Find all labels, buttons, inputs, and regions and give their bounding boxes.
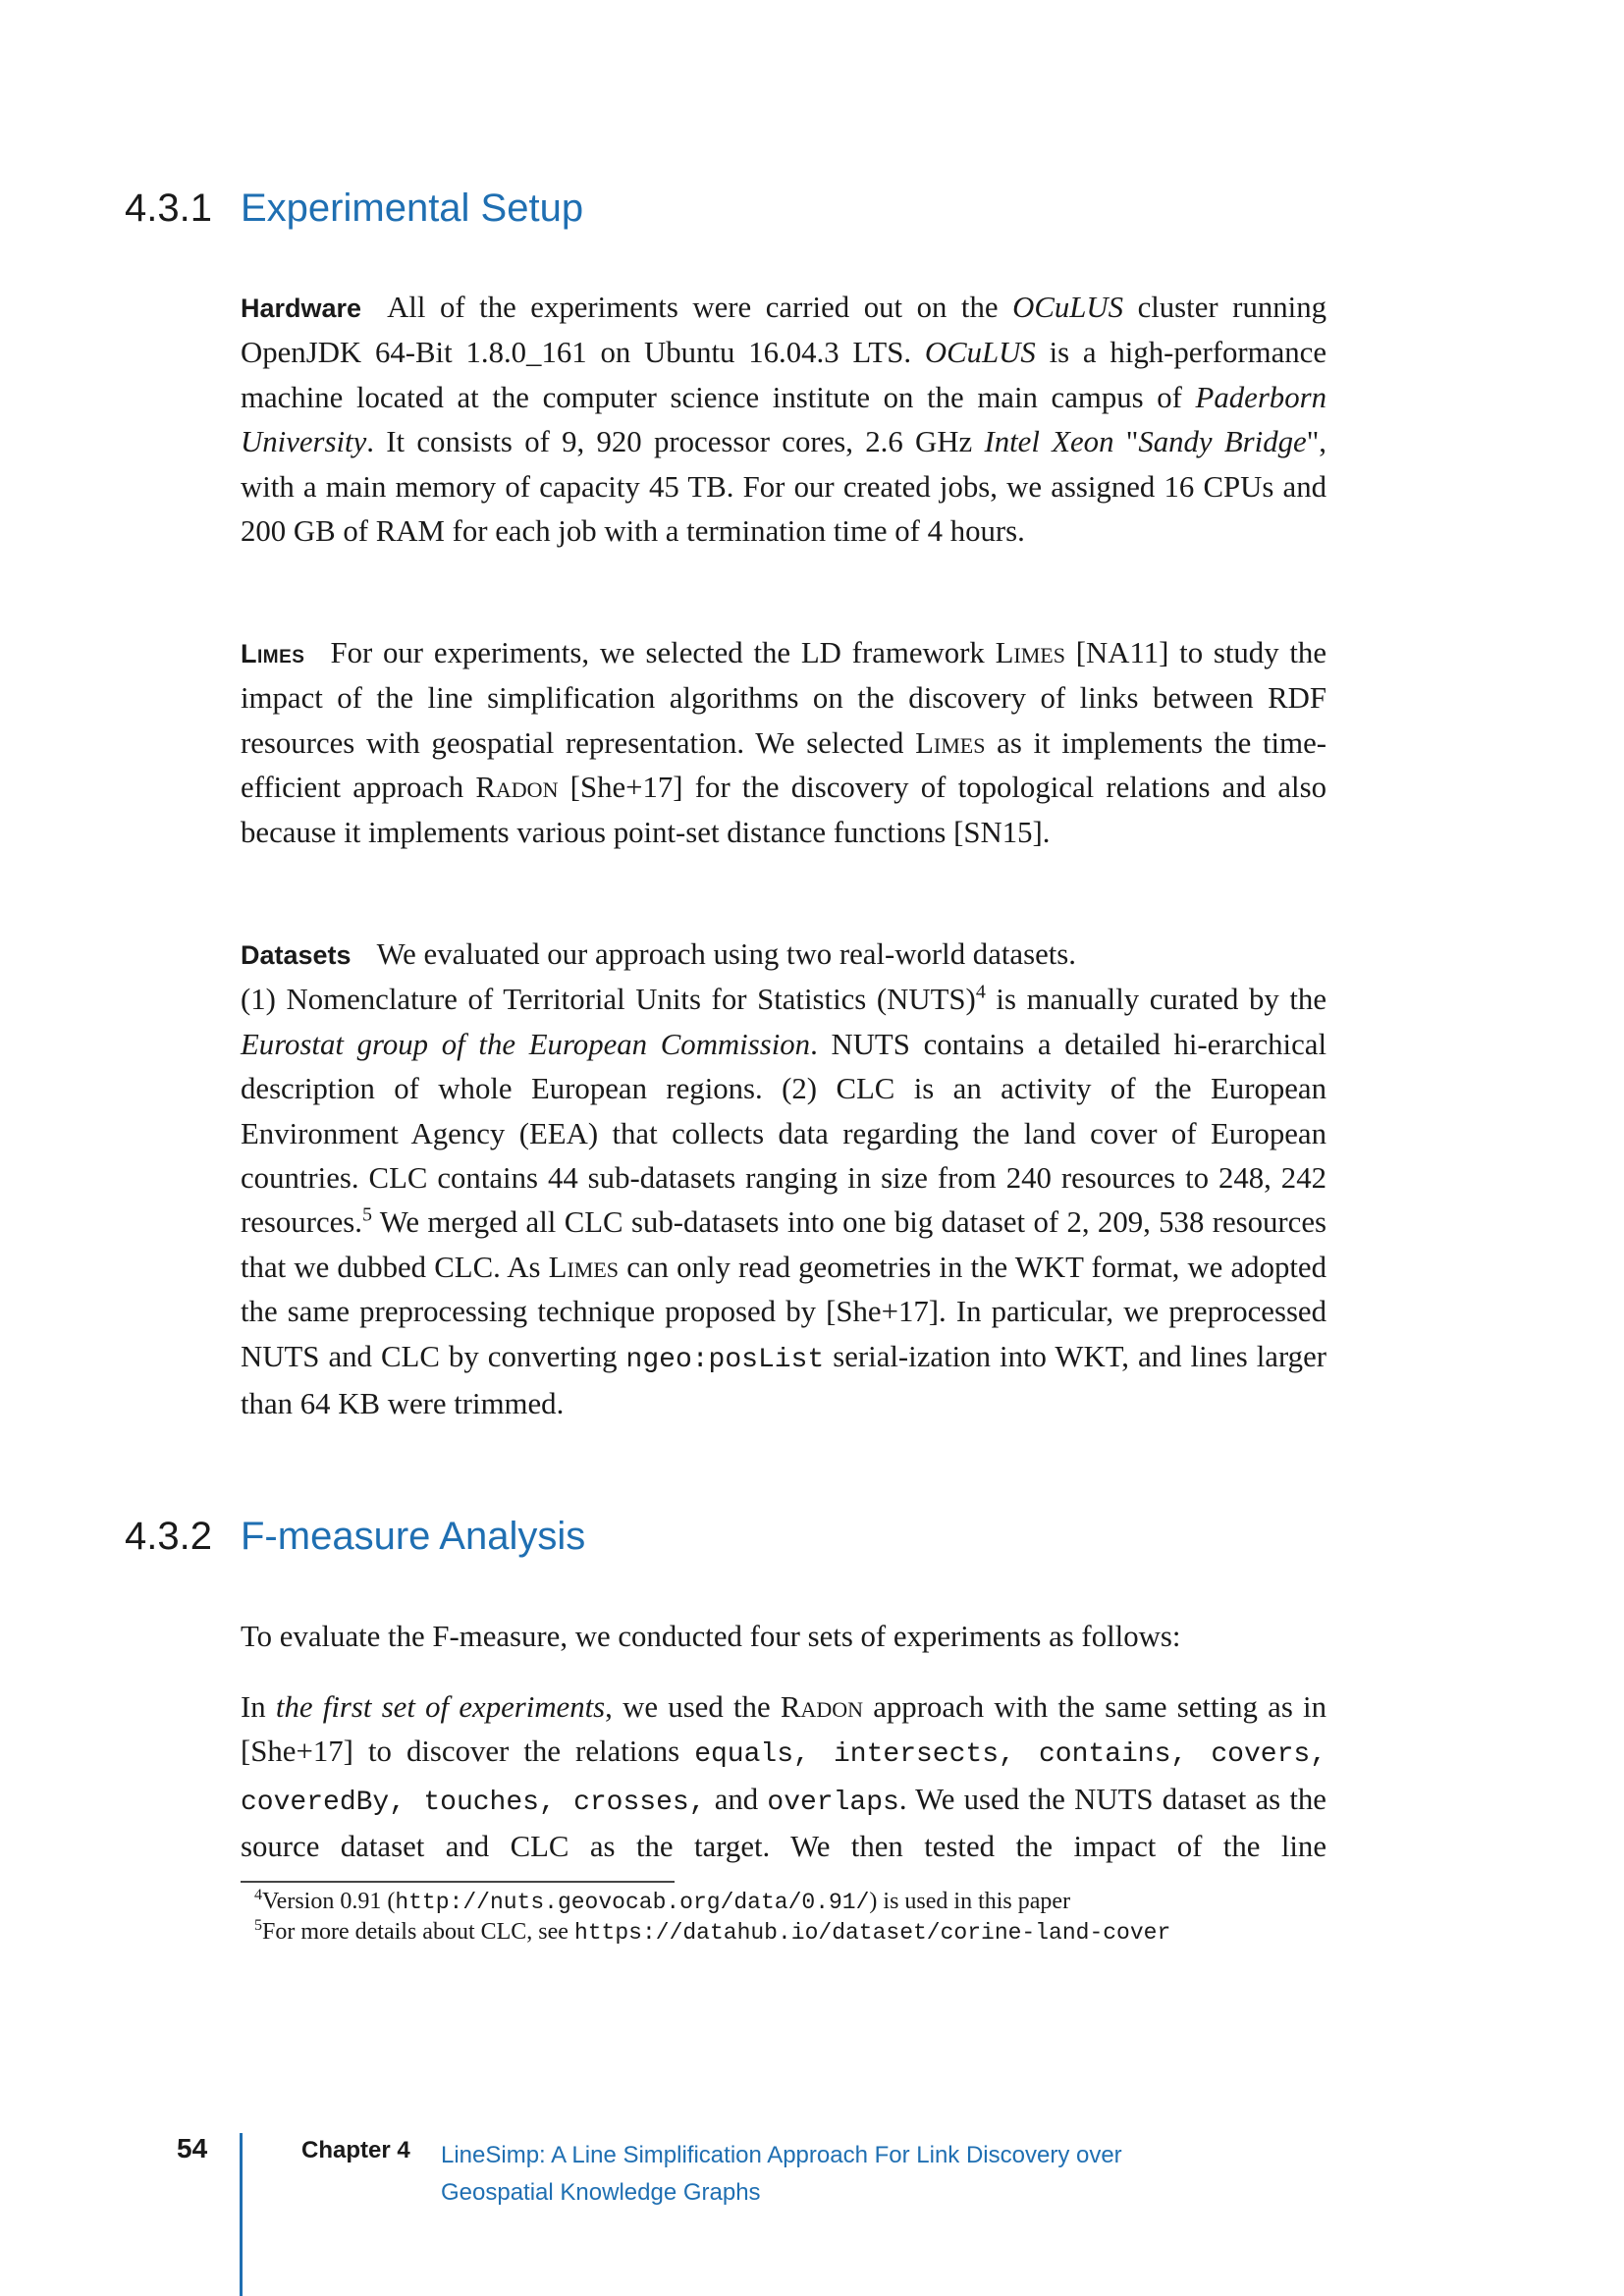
paragraph-first-set	[241, 1685, 1326, 1870]
text-run: . It consists of 9, 920 processor cores, 2.6 GHz	[366, 425, 985, 459]
footnote-divider	[241, 1881, 675, 1883]
text-run: is manually curated by the	[985, 983, 1326, 1017]
emphasis-oculus: OCuLUS	[1012, 291, 1124, 324]
footer-chapter-label: Chapter 4	[301, 2137, 410, 2163]
smallcaps-limes: Limes	[548, 1250, 620, 1284]
text-run: cluster running OpenJDK 64-Bit 1.8.0_161 on Ubuntu 16.04.3 LTS.	[241, 291, 1326, 370]
section-number: 4.3.1	[125, 187, 212, 230]
section-title: Experimental Setup	[241, 187, 584, 230]
text-run: , we used the	[605, 1690, 781, 1724]
paragraph-hardware	[241, 286, 1326, 554]
emphasis-paderborn: Paderborn University	[241, 380, 1326, 459]
footnote-marker: 5	[254, 1917, 262, 1934]
section-title: F-measure Analysis	[241, 1515, 586, 1558]
text-run: In	[241, 1690, 276, 1724]
paragraph-datasets	[241, 933, 1326, 1426]
text-run: as it implements the time-efficient approach	[241, 725, 1326, 805]
emphasis-oculus: OCuLUS	[924, 336, 1036, 370]
text-run: . NUTS contains a detailed hi-erarchical description of whole European regions. (2) CLC is an activity of the European Environment Agency (EEA) that collects data regarding the land cover of European countries. CLC contains 44 sub-datasets ranging in size from 240 resources to 248, 242 resources.	[241, 1027, 1327, 1240]
footnote-5	[254, 1917, 1170, 1948]
run-in-heading-datasets: Datasets	[241, 940, 352, 970]
footnote-marker: 5	[362, 1204, 372, 1227]
paragraph-fmeasure-intro: To evaluate the F-measure, we conducted four sets of experiments as follows:	[241, 1620, 1181, 1653]
smallcaps-radon: Radon	[780, 1690, 863, 1724]
text-run: ) is used in this paper	[869, 1889, 1071, 1914]
smallcaps-limes: Limes	[995, 636, 1065, 669]
footnote-url: http://nuts.geovocab.org/data/0.91/	[395, 1890, 870, 1915]
footnote-4	[254, 1887, 1070, 1917]
text-run: can only read geometries in the WKT format, we adopted the same preprocessing technique proposed by [She+17]. In particular, we preprocessed NUTS and CLC by converting	[241, 1250, 1326, 1373]
emphasis-first-set: the first set of experiments	[275, 1690, 606, 1724]
footnote-marker: 4	[254, 1887, 262, 1903]
text-run: is a high-performance machine located at the computer science institute on the main campus of	[241, 336, 1326, 414]
text-run: [She+17] for the discovery of topological relations and also because it implements various point-set distance functions [SN15].	[241, 771, 1326, 849]
text-run: and	[705, 1782, 768, 1816]
text-run: For more details about CLC, see	[262, 1919, 574, 1945]
code-relations: equals, intersects, contains, covers, coveredBy, touches, crosses,	[241, 1739, 1327, 1818]
text-run: For our experiments, we selected the LD framework	[330, 636, 996, 669]
code-poslist: ngeo:posList	[625, 1344, 825, 1375]
text-run: . We used the NUTS dataset as the source dataset and CLC as the target. We then tested the impact of the line	[241, 1782, 1326, 1864]
text-run: ", with a main memory of capacity 45 TB. For our created jobs, we assigned 16 CPUs and 200 GB of RAM for each job with a termination time of 4 hours.	[241, 425, 1326, 549]
emphasis-sandy-bridge: Sandy Bridge	[1138, 425, 1307, 459]
text-run: We merged all CLC sub-datasets into one big dataset of 2, 209, 538 resources that we dubbed CLC. As	[241, 1205, 1326, 1284]
smallcaps-radon: Radon	[475, 771, 559, 805]
footer-divider	[240, 2133, 243, 2296]
text-run: All of the experiments were carried out on the	[387, 291, 1013, 324]
text-run: (1) Nomenclature of Territorial Units for Statistics (NUTS)	[241, 983, 976, 1017]
page-number: 54	[177, 2133, 208, 2163]
emphasis-xeon: Intel Xeon	[984, 425, 1114, 459]
smallcaps-limes: Limes	[915, 725, 986, 760]
footer-chapter-title: LineSimp: A Line Simplification Approach For Link Discovery over Geospatial Knowledge Graphs	[441, 2142, 1122, 2206]
footnote-url: https://datahub.io/dataset/corine-land-cover	[573, 1920, 1171, 1946]
text-run: Version 0.91 (	[262, 1889, 396, 1914]
text-run: We evaluated our approach using two real-world datasets.	[376, 937, 1076, 971]
run-in-heading-limes: Limes	[241, 639, 305, 668]
section-number: 4.3.2	[125, 1515, 212, 1558]
text-run: [NA11] to study the impact of the line simplification algorithms on the discovery of links between RDF resources with geospatial representation. We selected	[241, 636, 1326, 760]
text-run: approach with the same setting as in [She+17] to discover the relations	[241, 1690, 1327, 1769]
emphasis-eurostat: Eurostat group of the European Commission	[241, 1027, 811, 1061]
text-run: "	[1113, 425, 1139, 459]
run-in-heading-hardware: Hardware	[241, 294, 362, 323]
text-run: serial-ization into WKT, and lines larger than 64 KB were trimmed.	[241, 1339, 1326, 1421]
section-heading-fmeasure-analysis	[125, 1513, 585, 1560]
footnote-marker: 4	[975, 982, 986, 1004]
code-overlaps: overlaps	[767, 1787, 899, 1818]
paragraph-limes	[241, 631, 1326, 855]
section-heading-experimental-setup	[125, 185, 583, 232]
